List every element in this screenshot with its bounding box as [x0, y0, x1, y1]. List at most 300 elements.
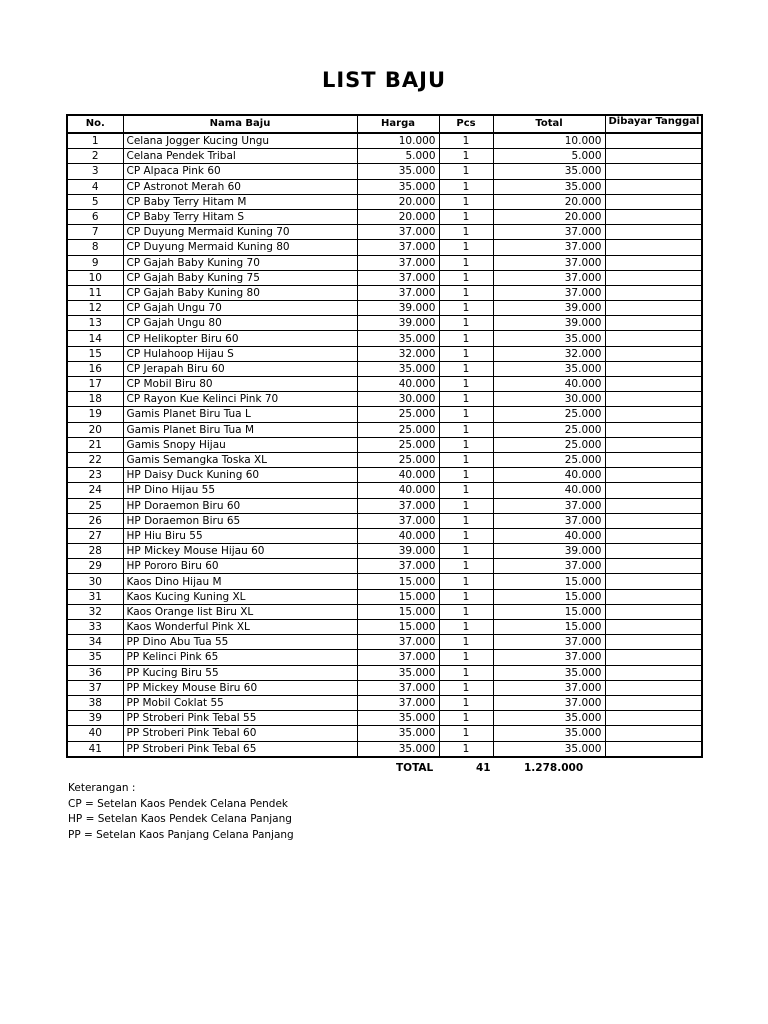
- header-harga: Harga: [357, 115, 439, 133]
- cell-total: 39.000: [493, 544, 605, 559]
- cell-total: 15.000: [493, 589, 605, 604]
- table-row: [67, 316, 702, 331]
- cell-pcs: 1: [439, 392, 493, 407]
- table-row: [67, 255, 702, 270]
- cell-dibayar-tanggal: [605, 209, 702, 224]
- cell-nama-baju: CP Baby Terry Hitam M: [123, 194, 357, 209]
- cell-no: 34: [67, 635, 123, 650]
- cell-nama-baju: Gamis Planet Biru Tua M: [123, 422, 357, 437]
- cell-total: 40.000: [493, 377, 605, 392]
- cell-total: 35.000: [493, 164, 605, 179]
- cell-pcs: 1: [439, 316, 493, 331]
- cell-nama-baju: CP Duyung Mermaid Kuning 70: [123, 225, 357, 240]
- cell-no: 12: [67, 301, 123, 316]
- cell-total: 40.000: [493, 483, 605, 498]
- cell-harga: 39.000: [357, 301, 439, 316]
- cell-total: 37.000: [493, 695, 605, 710]
- cell-total: 15.000: [493, 574, 605, 589]
- cell-no: 40: [67, 726, 123, 741]
- cell-dibayar-tanggal: [605, 452, 702, 467]
- cell-harga: 35.000: [357, 711, 439, 726]
- cell-nama-baju: CP Jerapah Biru 60: [123, 361, 357, 376]
- cell-no: 26: [67, 513, 123, 528]
- cell-dibayar-tanggal: [605, 133, 702, 149]
- cell-nama-baju: CP Gajah Ungu 80: [123, 316, 357, 331]
- cell-pcs: 1: [439, 361, 493, 376]
- cell-nama-baju: CP Duyung Mermaid Kuning 80: [123, 240, 357, 255]
- cell-total: 35.000: [493, 741, 605, 757]
- cell-no: 14: [67, 331, 123, 346]
- cell-dibayar-tanggal: [605, 620, 702, 635]
- table-row: [67, 574, 702, 589]
- cell-total: 35.000: [493, 665, 605, 680]
- cell-pcs: 1: [439, 695, 493, 710]
- table-row: [67, 498, 702, 513]
- cell-pcs: 1: [439, 377, 493, 392]
- cell-total: 32.000: [493, 346, 605, 361]
- table-row: [67, 468, 702, 483]
- cell-nama-baju: PP Dino Abu Tua 55: [123, 635, 357, 650]
- cell-no: 9: [67, 255, 123, 270]
- cell-no: 11: [67, 285, 123, 300]
- table-row: [67, 346, 702, 361]
- table-row: [67, 589, 702, 604]
- cell-harga: 35.000: [357, 665, 439, 680]
- cell-nama-baju: PP Mickey Mouse Biru 60: [123, 680, 357, 695]
- cell-pcs: 1: [439, 650, 493, 665]
- cell-dibayar-tanggal: [605, 711, 702, 726]
- cell-nama-baju: PP Stroberi Pink Tebal 60: [123, 726, 357, 741]
- cell-total: 20.000: [493, 194, 605, 209]
- table-row: [67, 513, 702, 528]
- cell-pcs: 1: [439, 164, 493, 179]
- cell-no: 15: [67, 346, 123, 361]
- cell-nama-baju: CP Baby Terry Hitam S: [123, 209, 357, 224]
- cell-harga: 35.000: [357, 741, 439, 757]
- cell-no: 22: [67, 452, 123, 467]
- cell-dibayar-tanggal: [605, 240, 702, 255]
- cell-total: 25.000: [493, 437, 605, 452]
- cell-dibayar-tanggal: [605, 665, 702, 680]
- cell-no: 7: [67, 225, 123, 240]
- cell-pcs: 1: [439, 559, 493, 574]
- cell-pcs: 1: [439, 270, 493, 285]
- cell-no: 32: [67, 604, 123, 619]
- table-row: [67, 711, 702, 726]
- table-row: [67, 392, 702, 407]
- table-row: [67, 422, 702, 437]
- cell-harga: 40.000: [357, 483, 439, 498]
- cell-total: 40.000: [493, 468, 605, 483]
- notes-heading: Keterangan :: [68, 782, 136, 794]
- table-row: [67, 377, 702, 392]
- cell-harga: 25.000: [357, 452, 439, 467]
- cell-pcs: 1: [439, 665, 493, 680]
- cell-total: 20.000: [493, 209, 605, 224]
- cell-pcs: 1: [439, 240, 493, 255]
- cell-nama-baju: Kaos Kucing Kuning XL: [123, 589, 357, 604]
- cell-pcs: 1: [439, 635, 493, 650]
- cell-total: 37.000: [493, 255, 605, 270]
- cell-pcs: 1: [439, 528, 493, 543]
- header-total: Total: [493, 115, 605, 133]
- cell-dibayar-tanggal: [605, 513, 702, 528]
- cell-pcs: 1: [439, 620, 493, 635]
- cell-no: 2: [67, 149, 123, 164]
- cell-harga: 25.000: [357, 437, 439, 452]
- cell-dibayar-tanggal: [605, 270, 702, 285]
- table-row: [67, 331, 702, 346]
- cell-pcs: 1: [439, 331, 493, 346]
- cell-pcs: 1: [439, 544, 493, 559]
- table-row: [67, 225, 702, 240]
- table-row: [67, 620, 702, 635]
- cell-harga: 37.000: [357, 559, 439, 574]
- table-body: [67, 133, 702, 757]
- cell-nama-baju: CP Astronot Merah 60: [123, 179, 357, 194]
- cell-total: 15.000: [493, 620, 605, 635]
- totals-label: TOTAL: [396, 762, 434, 774]
- cell-no: 24: [67, 483, 123, 498]
- items-table: [66, 114, 703, 758]
- cell-total: 37.000: [493, 240, 605, 255]
- cell-nama-baju: CP Alpaca Pink 60: [123, 164, 357, 179]
- totals-row: [66, 762, 701, 776]
- cell-pcs: 1: [439, 133, 493, 149]
- cell-dibayar-tanggal: [605, 225, 702, 240]
- cell-no: 33: [67, 620, 123, 635]
- table-row: [67, 133, 702, 149]
- table-row: [67, 164, 702, 179]
- cell-no: 39: [67, 711, 123, 726]
- cell-harga: 32.000: [357, 346, 439, 361]
- cell-nama-baju: CP Rayon Kue Kelinci Pink 70: [123, 392, 357, 407]
- cell-harga: 37.000: [357, 285, 439, 300]
- cell-no: 19: [67, 407, 123, 422]
- cell-total: 25.000: [493, 452, 605, 467]
- cell-pcs: 1: [439, 574, 493, 589]
- cell-no: 35: [67, 650, 123, 665]
- cell-nama-baju: PP Mobil Coklat 55: [123, 695, 357, 710]
- cell-no: 10: [67, 270, 123, 285]
- cell-nama-baju: Kaos Dino Hijau M: [123, 574, 357, 589]
- cell-total: 37.000: [493, 225, 605, 240]
- page-title: LIST BAJU: [321, 68, 447, 92]
- cell-total: 40.000: [493, 528, 605, 543]
- cell-nama-baju: PP Stroberi Pink Tebal 65: [123, 741, 357, 757]
- cell-pcs: 1: [439, 498, 493, 513]
- cell-total: 35.000: [493, 331, 605, 346]
- cell-harga: 37.000: [357, 225, 439, 240]
- cell-no: 31: [67, 589, 123, 604]
- cell-total: 37.000: [493, 270, 605, 285]
- cell-dibayar-tanggal: [605, 483, 702, 498]
- cell-nama-baju: CP Gajah Baby Kuning 75: [123, 270, 357, 285]
- notes: [68, 781, 294, 843]
- cell-total: 35.000: [493, 179, 605, 194]
- cell-no: 1: [67, 133, 123, 149]
- table-row: [67, 437, 702, 452]
- header-nama-baju: Nama Baju: [123, 115, 357, 133]
- cell-no: 30: [67, 574, 123, 589]
- table-row: [67, 726, 702, 741]
- cell-harga: 15.000: [357, 574, 439, 589]
- cell-harga: 35.000: [357, 361, 439, 376]
- table-row: [67, 285, 702, 300]
- table-row: [67, 741, 702, 757]
- cell-dibayar-tanggal: [605, 377, 702, 392]
- cell-total: 35.000: [493, 726, 605, 741]
- cell-dibayar-tanggal: [605, 589, 702, 604]
- cell-nama-baju: HP Dino Hijau 55: [123, 483, 357, 498]
- cell-no: 37: [67, 680, 123, 695]
- cell-pcs: 1: [439, 422, 493, 437]
- cell-no: 20: [67, 422, 123, 437]
- cell-pcs: 1: [439, 513, 493, 528]
- cell-total: 30.000: [493, 392, 605, 407]
- cell-nama-baju: Celana Jogger Kucing Ungu: [123, 133, 357, 149]
- table-row: [67, 665, 702, 680]
- cell-harga: 35.000: [357, 331, 439, 346]
- table-row: [67, 179, 702, 194]
- cell-total: 37.000: [493, 498, 605, 513]
- cell-no: 17: [67, 377, 123, 392]
- cell-harga: 37.000: [357, 650, 439, 665]
- table-row: [67, 209, 702, 224]
- cell-nama-baju: Gamis Semangka Toska XL: [123, 452, 357, 467]
- cell-dibayar-tanggal: [605, 635, 702, 650]
- cell-harga: 35.000: [357, 164, 439, 179]
- cell-total: 35.000: [493, 361, 605, 376]
- cell-total: 10.000: [493, 133, 605, 149]
- cell-dibayar-tanggal: [605, 498, 702, 513]
- cell-nama-baju: PP Kucing Biru 55: [123, 665, 357, 680]
- cell-harga: 37.000: [357, 680, 439, 695]
- cell-pcs: 1: [439, 209, 493, 224]
- cell-no: 25: [67, 498, 123, 513]
- cell-pcs: 1: [439, 149, 493, 164]
- cell-no: 36: [67, 665, 123, 680]
- table-row: [67, 240, 702, 255]
- cell-nama-baju: CP Mobil Biru 80: [123, 377, 357, 392]
- cell-total: 15.000: [493, 604, 605, 619]
- cell-dibayar-tanggal: [605, 392, 702, 407]
- cell-dibayar-tanggal: [605, 437, 702, 452]
- cell-no: 8: [67, 240, 123, 255]
- cell-pcs: 1: [439, 225, 493, 240]
- cell-nama-baju: Celana Pendek Tribal: [123, 149, 357, 164]
- cell-harga: 25.000: [357, 422, 439, 437]
- cell-nama-baju: HP Pororo Biru 60: [123, 559, 357, 574]
- cell-harga: 15.000: [357, 604, 439, 619]
- cell-no: 4: [67, 179, 123, 194]
- cell-pcs: 1: [439, 407, 493, 422]
- cell-harga: 37.000: [357, 270, 439, 285]
- cell-pcs: 1: [439, 452, 493, 467]
- cell-no: 29: [67, 559, 123, 574]
- cell-harga: 40.000: [357, 528, 439, 543]
- cell-total: 37.000: [493, 635, 605, 650]
- table-row: [67, 483, 702, 498]
- cell-harga: 20.000: [357, 209, 439, 224]
- cell-dibayar-tanggal: [605, 559, 702, 574]
- cell-harga: 37.000: [357, 695, 439, 710]
- totals-pcs: 41: [476, 762, 491, 774]
- table-row: [67, 604, 702, 619]
- cell-nama-baju: Gamis Snopy Hijau: [123, 437, 357, 452]
- cell-nama-baju: CP Hulahoop Hijau S: [123, 346, 357, 361]
- cell-pcs: 1: [439, 255, 493, 270]
- cell-no: 23: [67, 468, 123, 483]
- cell-nama-baju: HP Daisy Duck Kuning 60: [123, 468, 357, 483]
- table-row: [67, 452, 702, 467]
- cell-dibayar-tanggal: [605, 574, 702, 589]
- cell-dibayar-tanggal: [605, 301, 702, 316]
- note-hp: HP = Setelan Kaos Pendek Celana Panjang: [68, 813, 292, 825]
- table-row: [67, 695, 702, 710]
- cell-pcs: 1: [439, 346, 493, 361]
- cell-nama-baju: CP Gajah Baby Kuning 80: [123, 285, 357, 300]
- cell-nama-baju: CP Helikopter Biru 60: [123, 331, 357, 346]
- cell-total: 37.000: [493, 650, 605, 665]
- cell-no: 13: [67, 316, 123, 331]
- cell-nama-baju: PP Stroberi Pink Tebal 55: [123, 711, 357, 726]
- cell-no: 38: [67, 695, 123, 710]
- cell-total: 37.000: [493, 559, 605, 574]
- cell-pcs: 1: [439, 680, 493, 695]
- cell-pcs: 1: [439, 483, 493, 498]
- cell-nama-baju: PP Kelinci Pink 65: [123, 650, 357, 665]
- cell-nama-baju: CP Gajah Ungu 70: [123, 301, 357, 316]
- cell-dibayar-tanggal: [605, 164, 702, 179]
- cell-dibayar-tanggal: [605, 528, 702, 543]
- cell-nama-baju: HP Doraemon Biru 60: [123, 498, 357, 513]
- cell-harga: 15.000: [357, 620, 439, 635]
- cell-harga: 5.000: [357, 149, 439, 164]
- cell-dibayar-tanggal: [605, 361, 702, 376]
- cell-pcs: 1: [439, 194, 493, 209]
- cell-dibayar-tanggal: [605, 695, 702, 710]
- cell-total: 37.000: [493, 285, 605, 300]
- cell-harga: 35.000: [357, 726, 439, 741]
- table-row: [67, 544, 702, 559]
- cell-pcs: 1: [439, 468, 493, 483]
- cell-harga: 25.000: [357, 407, 439, 422]
- cell-nama-baju: HP Hiu Biru 55: [123, 528, 357, 543]
- cell-no: 3: [67, 164, 123, 179]
- cell-total: 25.000: [493, 407, 605, 422]
- table-row: [67, 680, 702, 695]
- cell-pcs: 1: [439, 604, 493, 619]
- cell-dibayar-tanggal: [605, 544, 702, 559]
- table-row: [67, 407, 702, 422]
- table-row: [67, 635, 702, 650]
- cell-dibayar-tanggal: [605, 316, 702, 331]
- cell-dibayar-tanggal: [605, 331, 702, 346]
- cell-dibayar-tanggal: [605, 285, 702, 300]
- cell-harga: 35.000: [357, 179, 439, 194]
- cell-no: 18: [67, 392, 123, 407]
- table-row: [67, 650, 702, 665]
- table-row: [67, 270, 702, 285]
- cell-nama-baju: Kaos Orange list Biru XL: [123, 604, 357, 619]
- totals-amount: 1.278.000: [524, 762, 584, 774]
- cell-harga: 20.000: [357, 194, 439, 209]
- cell-nama-baju: HP Doraemon Biru 65: [123, 513, 357, 528]
- cell-total: 5.000: [493, 149, 605, 164]
- header-pcs: Pcs: [439, 115, 493, 133]
- cell-pcs: 1: [439, 437, 493, 452]
- cell-pcs: 1: [439, 179, 493, 194]
- cell-harga: 39.000: [357, 316, 439, 331]
- cell-dibayar-tanggal: [605, 650, 702, 665]
- cell-no: 5: [67, 194, 123, 209]
- cell-dibayar-tanggal: [605, 741, 702, 757]
- cell-dibayar-tanggal: [605, 194, 702, 209]
- cell-harga: 37.000: [357, 240, 439, 255]
- cell-nama-baju: HP Mickey Mouse Hijau 60: [123, 544, 357, 559]
- header-dibayar-tanggal: Dibayar Tanggal: [605, 115, 702, 133]
- cell-total: 37.000: [493, 680, 605, 695]
- cell-total: 39.000: [493, 301, 605, 316]
- cell-dibayar-tanggal: [605, 726, 702, 741]
- table-header-row: [67, 115, 702, 133]
- cell-dibayar-tanggal: [605, 468, 702, 483]
- cell-total: 37.000: [493, 513, 605, 528]
- cell-dibayar-tanggal: [605, 604, 702, 619]
- cell-harga: 37.000: [357, 498, 439, 513]
- cell-total: 35.000: [493, 711, 605, 726]
- cell-no: 16: [67, 361, 123, 376]
- cell-no: 28: [67, 544, 123, 559]
- table-row: [67, 361, 702, 376]
- cell-harga: 10.000: [357, 133, 439, 149]
- cell-harga: 39.000: [357, 544, 439, 559]
- cell-total: 39.000: [493, 316, 605, 331]
- table-row: [67, 559, 702, 574]
- cell-pcs: 1: [439, 589, 493, 604]
- note-pp: PP = Setelan Kaos Panjang Celana Panjang: [68, 828, 294, 841]
- table-row: [67, 149, 702, 164]
- cell-no: 21: [67, 437, 123, 452]
- cell-harga: 15.000: [357, 589, 439, 604]
- cell-harga: 37.000: [357, 255, 439, 270]
- table-row: [67, 528, 702, 543]
- cell-pcs: 1: [439, 301, 493, 316]
- cell-harga: 30.000: [357, 392, 439, 407]
- cell-pcs: 1: [439, 285, 493, 300]
- cell-harga: 40.000: [357, 377, 439, 392]
- cell-dibayar-tanggal: [605, 407, 702, 422]
- table-row: [67, 194, 702, 209]
- cell-pcs: 1: [439, 726, 493, 741]
- cell-nama-baju: Gamis Planet Biru Tua L: [123, 407, 357, 422]
- note-cp: CP = Setelan Kaos Pendek Celana Pendek: [68, 797, 289, 810]
- cell-harga: 37.000: [357, 513, 439, 528]
- cell-pcs: 1: [439, 711, 493, 726]
- header-no: No.: [67, 115, 123, 133]
- cell-dibayar-tanggal: [605, 255, 702, 270]
- cell-dibayar-tanggal: [605, 422, 702, 437]
- table-row: [67, 301, 702, 316]
- cell-no: 41: [67, 741, 123, 757]
- cell-harga: 37.000: [357, 635, 439, 650]
- cell-harga: 40.000: [357, 468, 439, 483]
- cell-no: 6: [67, 209, 123, 224]
- cell-pcs: 1: [439, 741, 493, 757]
- cell-dibayar-tanggal: [605, 149, 702, 164]
- cell-nama-baju: CP Gajah Baby Kuning 70: [123, 255, 357, 270]
